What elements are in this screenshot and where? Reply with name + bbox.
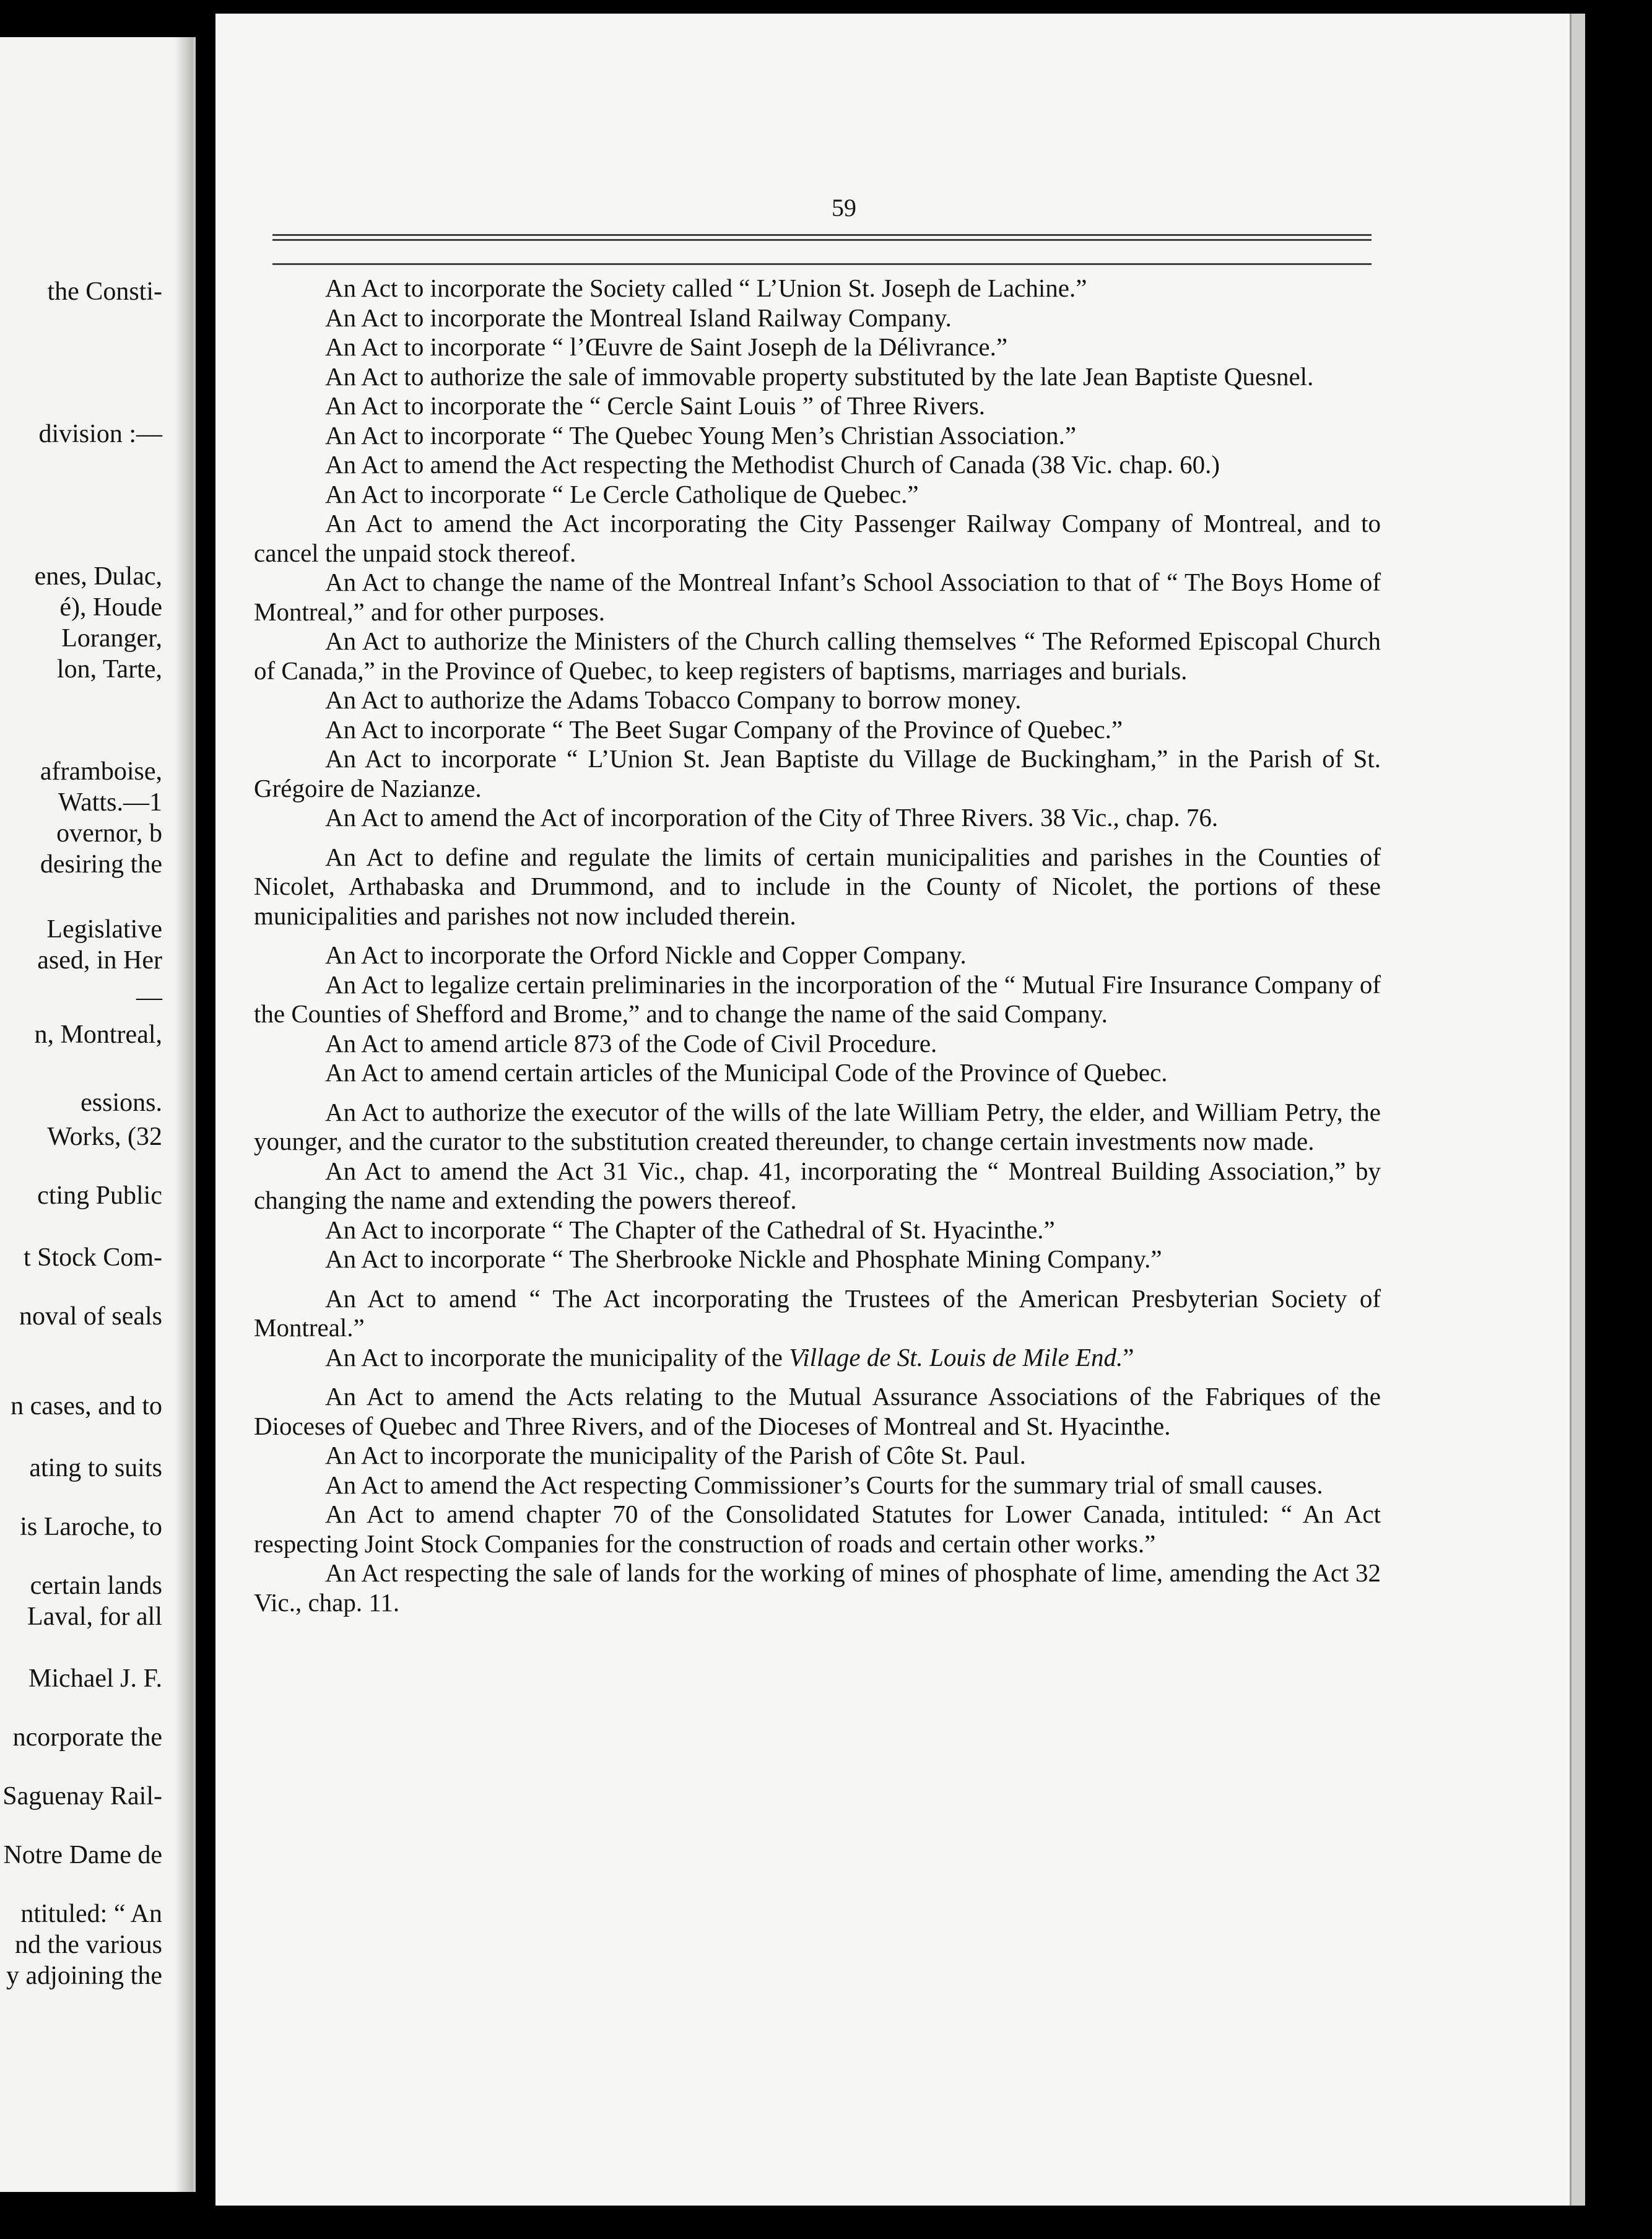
page-gutter-shadow (175, 37, 193, 2192)
left-fragment: y adjoining the (6, 1962, 162, 1990)
act-entry: An Act to amend the Act respecting Commissioner’s Courts for the summary trial of small causes. (325, 1470, 1323, 1499)
left-fragment: Notre Dame de (3, 1841, 162, 1869)
act-entry: An Act to change the name of the Montreal Infant’s School Association to that of “ The Boys Home of Montreal,” and for other purposes. (254, 568, 1381, 626)
page-number: 59 (832, 194, 856, 222)
left-fragment: Loranger, (61, 624, 162, 653)
act-entry: An Act respecting the sale of lands for the working of mines of phosphate of lime, amending the Act 32 Vic., chap. 11. (254, 1559, 1381, 1617)
page-edge-shadow (1570, 14, 1585, 2206)
act-text: ” (1123, 1342, 1134, 1372)
left-fragment: cting Public (37, 1181, 162, 1210)
facing-page-left (0, 37, 196, 2192)
left-fragment: n, Montreal, (34, 1020, 162, 1049)
act-entry: An Act to amend article 873 of the Code of Civil Procedure. (325, 1028, 937, 1058)
left-fragment: Works, (32 (47, 1123, 162, 1151)
act-entry: An Act to define and regulate the limits of certain municipalities and parishes in the Counties of Nicolet, Arthabaska and Drummond, and to include in the County of Nicolet, the portions of these municipalities and parishes not now included therein. (254, 842, 1381, 930)
act-entry: An Act to incorporate the Orford Nickle and Copper Company. (325, 941, 967, 969)
act-entry: An Act to amend chapter 70 of the Consolidated Statutes for Lower Canada, intituled: “ An Act respecting Joint Stock Companies for the construction of roads and certain other works.” (254, 1500, 1381, 1558)
act-entry: An Act to incorporate the “ Cercle Saint Louis ” of Three Rivers. (325, 391, 986, 420)
act-entry: An Act to incorporate “ Le Cercle Catholique de Quebec.” (325, 479, 919, 508)
left-fragment: t Stock Com- (23, 1243, 162, 1272)
left-fragment: overnor, b (56, 819, 162, 848)
left-fragment: ating to suits (29, 1454, 162, 1482)
left-fragment: Legislative (46, 915, 162, 944)
header-rule-bottom (272, 263, 1372, 265)
act-entry: An Act to amend certain articles of the Municipal Code of the Province of Quebec. (325, 1058, 1168, 1087)
left-fragment: lon, Tarte, (56, 655, 162, 684)
act-entry: An Act to incorporate the Society called “ L’Union St. Joseph de Lachine.” (325, 274, 1087, 302)
act-entry: An Act to incorporate the Montreal Island Railway Company. (325, 303, 952, 332)
left-fragment: ased, in Her (37, 946, 162, 975)
left-fragment: certain lands (30, 1572, 162, 1600)
left-fragment: n cases, and to (11, 1392, 162, 1420)
left-fragment: division :— (38, 420, 162, 448)
act-entry: An Act to incorporate the municipality of the Parish of Côte St. Paul. (325, 1441, 1026, 1469)
act-entry: An Act to incorporate “ L’Union St. Jean Baptiste du Village de Buckingham,” in the Parish of St. Grégoire de Nazianze. (254, 744, 1381, 802)
act-entry: An Act to legalize certain preliminaries in the incorporation of the “ Mutual Fire Insurance Company of the Counties of Shefford and Brome,” and to change the name of the said Company. (254, 970, 1381, 1028)
act-entry: An Act to authorize the sale of immovable property substituted by the late Jean Baptiste Quesnel. (325, 362, 1314, 391)
header-rule-top (272, 234, 1372, 236)
act-entry: An Act to incorporate “ The Quebec Young Men’s Christian Association.” (325, 420, 1077, 450)
act-entry: An Act to incorporate “ The Sherbrooke Nickle and Phosphate Mining Company.” (325, 1245, 1162, 1273)
left-fragment: Laval, for all (27, 1602, 162, 1631)
left-fragment: ntituled: “ An (20, 1900, 162, 1928)
act-entry: An Act to amend the Act of incorporation of the City of Three Rivers. 38 Vic., chap. 76. (325, 803, 1219, 832)
act-entry: An Act to amend the Act incorporating the City Passenger Railway Company of Montreal, and to cancel the unpaid stock thereof. (254, 509, 1381, 567)
act-entry: An Act to incorporate “ The Chapter of the Cathedral of St. Hyacinthe.” (325, 1215, 1055, 1244)
left-fragment: nd the various (15, 1931, 162, 1959)
left-fragment: enes, Dulac, (34, 562, 162, 591)
act-entry: An Act to amend the Acts relating to the Mutual Assurance Associations of the Fabriques of the Dioceses of Quebec and Three Rivers, and of the Dioceses of Montreal and St. Hyacinthe. (254, 1382, 1381, 1440)
act-entry: An Act to incorporate “ The Beet Sugar Company of the Province of Quebec.” (325, 715, 1123, 744)
act-text: An Act to incorporate the municipality of the (325, 1342, 789, 1372)
header-rule-middle (272, 239, 1372, 241)
acts-list (254, 274, 1381, 1617)
left-fragment: essions. (80, 1089, 162, 1117)
left-fragment: the Consti- (47, 277, 162, 306)
left-fragment: is Laroche, to (20, 1513, 162, 1541)
act-entry: An Act to amend “ The Act incorporating the Trustees of the American Presbyterian Society of Montreal.” (254, 1284, 1381, 1342)
left-fragment: aframboise, (40, 757, 162, 786)
left-fragment: Michael J. F. (28, 1664, 162, 1693)
main-page (215, 14, 1585, 2206)
act-entry: An Act to amend the Act 31 Vic., chap. 41, incorporating the “ Montreal Building Association,” by changing the name and extending the powers thereof. (254, 1156, 1381, 1214)
left-fragment: Saguenay Rail- (2, 1782, 162, 1811)
left-fragment: ncorporate the (12, 1723, 162, 1752)
left-fragment: é), Houde (59, 593, 162, 622)
act-entry: An Act to authorize the executor of the wills of the late William Petry, the elder, and William Petry, the younger, and the curator to the substitution created thereunder, to change certain investments now made. (254, 1097, 1381, 1155)
left-fragment: Watts.—1 (58, 788, 162, 817)
act-entry: An Act to incorporate “ l’Œuvre de Saint Joseph de la Délivrance.” (325, 333, 1008, 361)
act-entry: An Act to amend the Act respecting the Methodist Church of Canada (38 Vic. chap. 60.) (325, 450, 1220, 479)
act-entry-mile-end (254, 1343, 1381, 1373)
act-entry: An Act to authorize the Ministers of the Church calling themselves “ The Reformed Episcopal Church of Canada,” in the Province of Quebec, to keep registers of baptisms, marriages and burials. (254, 627, 1381, 685)
left-fragment: noval of seals (19, 1302, 162, 1331)
act-entry: An Act to authorize the Adams Tobacco Company to borrow money. (325, 685, 1022, 714)
left-fragment: — (136, 983, 162, 1012)
act-text-italic: Village de St. Louis de Mile End. (789, 1342, 1123, 1372)
left-fragment: desiring the (40, 850, 162, 879)
